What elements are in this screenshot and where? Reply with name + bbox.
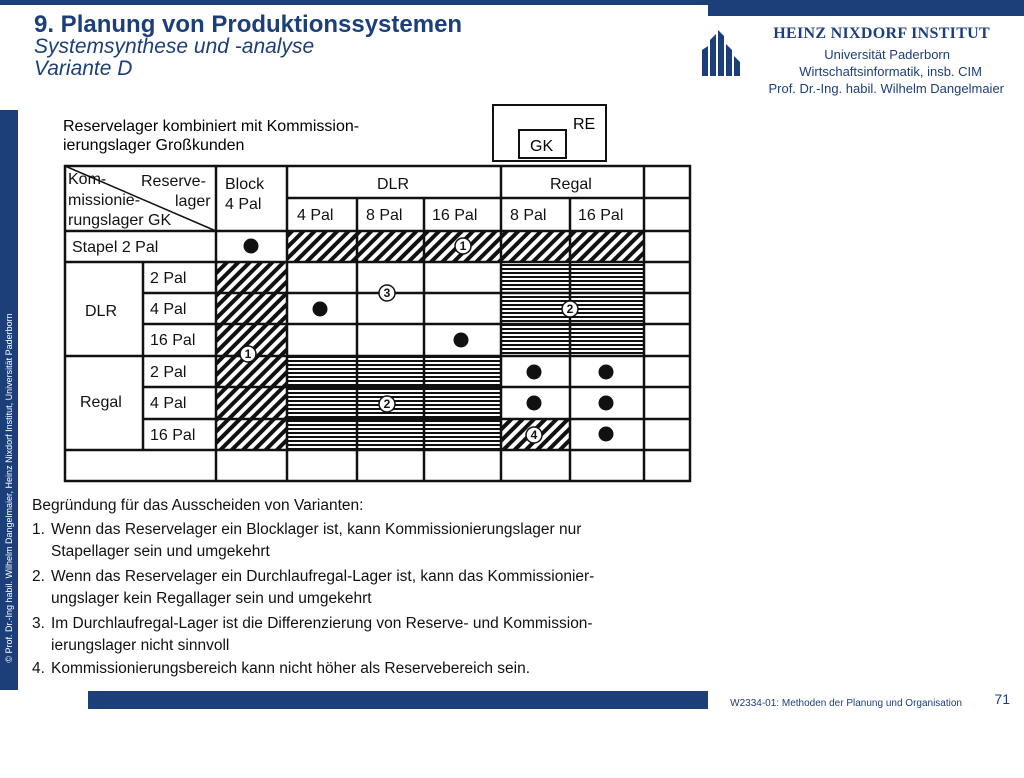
- institute-professor: Prof. Dr.-Ing. habil. Wilhelm Dangelmaier: [768, 81, 1004, 96]
- col-sub-dlr-16pal: 16 Pal: [432, 207, 478, 224]
- col-sub-regal-16pal: 16 Pal: [578, 207, 624, 224]
- reason-3-line2: ierungslager nicht sinnvoll: [51, 637, 230, 654]
- row-header-dlr: DLR: [85, 303, 118, 320]
- corner-bottom: rungslager GK: [68, 212, 172, 229]
- marker-1b: 1: [244, 347, 252, 361]
- row-sub-dlr-4pal: 4 Pal: [150, 301, 187, 318]
- row-sub-regal-2pal: 2 Pal: [150, 364, 187, 381]
- page-number: 71: [962, 687, 1024, 709]
- marker-1a: 1: [459, 239, 467, 253]
- legend-re-label: RE: [573, 116, 596, 133]
- reason-1-line2: Stapellager sein und umgekehrt: [51, 543, 270, 560]
- legend-gk-label: GK: [530, 138, 554, 155]
- corner-top-a: Kom-: [68, 171, 107, 188]
- dot-dlr4-dlr4: [313, 302, 328, 317]
- row-header-regal: Regal: [80, 394, 122, 411]
- dot-dlr16-dlr16: [454, 333, 469, 348]
- dot-regal4-regal8: [527, 396, 542, 411]
- reason-4-line1: Kommissionierungsbereich kann nicht höher als Reservebereich sein.: [51, 660, 531, 677]
- col-header-dlr: DLR: [377, 176, 410, 193]
- row-header-stapel: Stapel 2 Pal: [72, 239, 159, 256]
- slide-subtitle: Systemsynthese und -analyse: [34, 35, 315, 58]
- marker-2a: 2: [566, 302, 574, 316]
- corner-top-b: Reserve-: [141, 173, 206, 190]
- dot-stapel-block: [244, 239, 259, 254]
- marker-4: 4: [530, 428, 538, 442]
- reason-3-num: 3.: [32, 615, 45, 632]
- copyright-text: © Prof. Dr.-Ing habil. Wilhelm Dangelmaier, Heinz Nixdorf Institut, Universität Paderborn: [4, 313, 14, 663]
- dot-regal4-regal16: [599, 396, 614, 411]
- col-sub-dlr-8pal: 8 Pal: [366, 207, 403, 224]
- reason-2-line1: Wenn das Reservelager ein Durchlaufregal-Lager ist, kann das Kommissionier-: [51, 568, 595, 585]
- pattern-fills: [216, 231, 644, 450]
- row-sub-dlr-16pal: 16 Pal: [150, 332, 196, 349]
- institute-university: Universität Paderborn: [824, 47, 950, 62]
- marker-2b: 2: [383, 397, 391, 411]
- reason-3-line1: Im Durchlaufregal-Lager ist die Differenzierung von Reserve- und Kommission-: [51, 615, 593, 632]
- dot-regal16-regal16: [599, 427, 614, 442]
- col-sub-regal-8pal: 8 Pal: [510, 207, 547, 224]
- reason-4-num: 4.: [32, 660, 45, 677]
- dot-regal2-regal16: [599, 365, 614, 380]
- row-sub-regal-4pal: 4 Pal: [150, 395, 187, 412]
- reason-1-line1: Wenn das Reservelager ein Blocklager ist, kann Kommissionierungslager nur: [51, 521, 582, 538]
- reason-2-num: 2.: [32, 568, 45, 585]
- row-sub-regal-16pal: 16 Pal: [150, 427, 196, 444]
- reason-2-line2: ungslager kein Regallager sein und umgekehrt: [51, 590, 372, 607]
- slide-variant: Variante D: [34, 57, 133, 80]
- col-header-block: Block: [225, 176, 265, 193]
- course-label: W2334-01: Methoden der Planung und Organisation: [708, 691, 962, 709]
- institute-name: HEINZ NIXDORF INSTITUT: [773, 25, 990, 42]
- col-sub-dlr-4pal: 4 Pal: [297, 207, 334, 224]
- col-header-block-sub: 4 Pal: [225, 196, 262, 213]
- reasons-title: Begründung für das Ausscheiden von Varianten:: [32, 497, 364, 514]
- reason-1-num: 1.: [32, 521, 45, 538]
- figure-heading-1: Reservelager kombiniert mit Kommission-: [63, 118, 360, 135]
- marker-3: 3: [383, 286, 391, 300]
- dot-regal2-regal8: [527, 365, 542, 380]
- col-header-regal: Regal: [550, 176, 592, 193]
- corner-mid-b: lager: [175, 193, 211, 210]
- figure-heading-2: ierungslager Großkunden: [63, 137, 245, 154]
- institute-department: Wirtschaftsinformatik, insb. CIM: [799, 64, 982, 79]
- corner-mid-a: missionie-: [68, 192, 141, 209]
- row-sub-dlr-2pal: 2 Pal: [150, 270, 187, 287]
- slide-title: 9. Planung von Produktionssystemen: [34, 11, 463, 38]
